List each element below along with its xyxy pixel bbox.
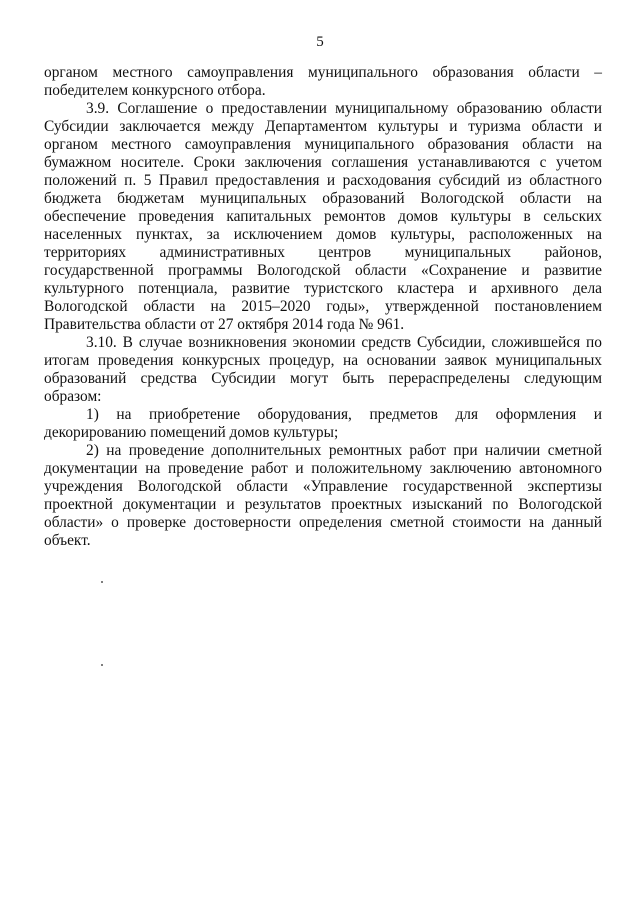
text-line: документации на проведение работ и положительному заключению автономного [44,460,602,477]
text-line: Правительства области от 27 октября 2014 года № 961. [44,316,405,333]
text-line: 2) на проведение дополнительных ремонтных работ при наличии сметной [86,442,602,459]
text-line: 3.9. Соглашение о предоставлении муниципальному образованию области [86,100,602,117]
paragraph-3-10 [44,334,602,406]
text-line: 1) на приобретение оборудования, предметов для оформления и [86,406,602,423]
text-line: объект. [44,532,91,549]
text-line: итогам проведения конкурсных процедур, на основании заявок муниципальных [44,352,602,369]
document-body [44,64,602,550]
page-number: 5 [316,34,324,50]
text-line: победителем конкурсного отбора. [44,82,266,99]
text-line: учреждения Вологодской области «Управление государственной экспертизы [44,478,602,495]
text-line: культурного потенциала, развитие туристского кластера и архивного дела [44,280,602,297]
text-line: органом местного самоуправления муниципального образования области – [44,64,602,81]
text-line: органом местного самоуправления муниципального образования области на [44,136,602,153]
text-line: положений п. 5 Правил предоставления и расходования субсидий из областного [44,172,602,189]
text-line: Вологодской области на 2015–2020 годы», утвержденной постановлением [44,298,602,315]
text-line: образом: [44,388,102,405]
text-line: Субсидии заключается между Департаментом культуры и туризма области и [44,118,602,135]
text-line: бумажном носителе. Сроки заключения соглашения устанавливаются с учетом [44,154,602,171]
text-line: проектной документации и результатов проектных изысканий по Вологодской [44,496,602,513]
text-line: населенных пунктах, за исключением домов культуры, расположенных на [44,226,602,243]
text-line: 3.10. В случае возникновения экономии средств Субсидии, сложившейся по [86,334,602,351]
paragraph-3-9 [44,100,602,334]
text-line: обеспечение проведения капитальных ремонтов домов культуры в сельских [44,208,602,225]
list-item-2 [44,442,602,550]
list-item-1 [44,406,602,442]
paragraph-continuation [44,64,602,100]
text-line: области» о проверке достоверности определения сметной стоимости на данный [44,514,602,531]
text-line: бюджета бюджетам муниципальных образований Вологодской области на [44,190,602,207]
text-line: декорированию помещений домов культуры; [44,424,339,441]
scan-speck [101,664,103,666]
scan-speck [101,581,103,583]
text-line: государственной программы Вологодской области «Сохранение и развитие [44,262,602,279]
text-line: территориях административных центров муниципальных районов, [44,244,602,261]
text-line: образований средства Субсидии могут быть перераспределены следующим [44,370,602,387]
